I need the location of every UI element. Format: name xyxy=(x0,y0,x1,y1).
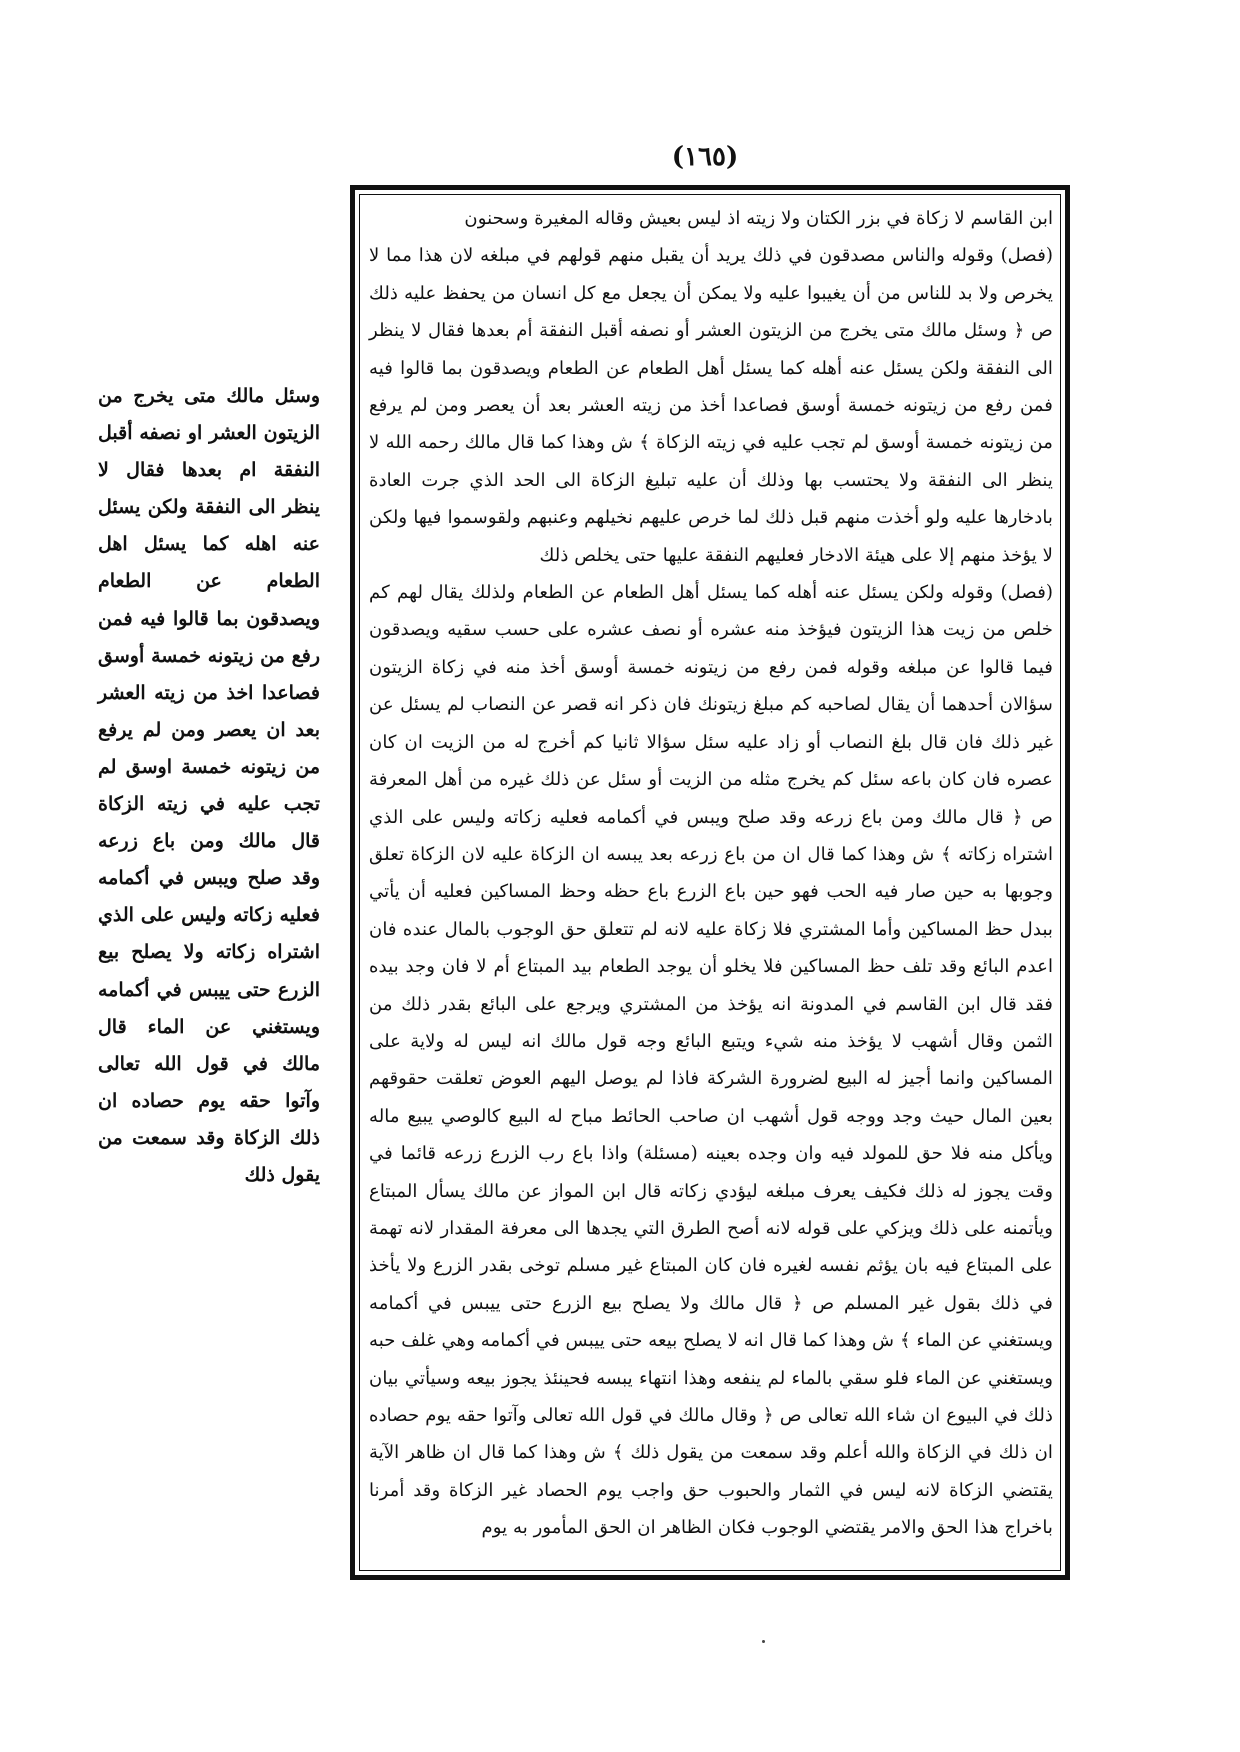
main-paragraph: (فصل) وقوله ولكن يسئل عنه أهله كما يسئل أهل الطعام عن الطعام ولذلك يقال لهم كم خلص من زيت هذا الزيتون فيؤخذ منه عشره أو نصف عشره على حسب سقيه ويصدقون فيما قالوا عن مبلغه وقوله فمن رفع من زيتونه خمسة أوسق أخذ منه في زكاة الزيتون سؤالان أحدهما أن يقال لصاحبه كم مبلغ زيتونك فان ذكر انه قصر عن النصاب لم يسئل عن غير ذلك فان قال بلغ النصاب أو زاد عليه سئل سؤالا ثانيا كم أخرج له من الزيت ان كان عصره فان كان باعه سئل كم يخرج مثله من الزيت أو سئل عن ذلك غيره من أهل المعرفة ص ﴿ قال مالك ومن باع زرعه وقد صلح ويبس في أكمامه فعليه زكاته وليس على الذي اشتراه زكاته ﴾ ش وهذا كما قال ان من باع زرعه بعد يبسه ان الزكاة عليه لان الزكاة تعلق وجوبها به حين صار فيه الحب فهو حين باع الزرع باع حظه وحظ المساكين فعليه أن يأتي ببدل حظ المساكين وأما المشتري فلا زكاة عليه لانه لم تتعلق حق الوجوب بالمال عنده فان اعدم البائع وقد تلف حظ المساكين فلا يخلو أن يوجد الطعام بيد المبتاع أم لا فان وجد بيده فقد قال ابن القاسم في المدونة انه يؤخذ من المشتري ويرجع على البائع بقدر ذلك من الثمن وقال أشهب لا يؤخذ منه شيء ويتبع البائع وجه قول مالك انه ليس له ولاية على المساكين وانما أجيز له البيع لضرورة الشركة فاذا لم يوصل اليهم العوض تعلقت حقوقهم بعين المال حيث وجد ووجه قول أشهب ان صاحب الحائط مباح له البيع كالوصي يبيع ماله ويأكل منه فلا حق للمولد فيه وان وجده بعينه (مسئلة) واذا باع رب الزرع زرعه قائما في وقت يجوز له ذلك فكيف يعرف مبلغه ليؤدي زكاته قال ابن المواز عن مالك يسأل المبتاع ويأتمنه على ذلك ويزكي على قوله لانه أصح الطرق التي يجدها الى معرفة المقدار لانه تهمة على المبتاع فيه بان يؤثم نفسه لغيره فان كان المبتاع غير مسلم توخى بقدر الزرع ولا يأخذ في ذلك بقول غير المسلم ص ﴿ قال مالك ولا يصلح بيع الزرع حتى ييبس في أكمامه ويستغني عن الماء ﴾ ش وهذا كما قال انه لا يصلح بيعه حتى ييبس في أكمامه وهي غلف حبه ويستغني عن الماء فلو سقي بالماء لم ينفعه وهذا انتهاء يبسه فحينئذ يجوز بيعه وسيأتي بيان ذلك في البيوع ان شاء الله تعالى ص ﴿ وقال مالك في قول الله تعالى وآتوا حقه يوم حصاده ان ذلك في الزكاة والله أعلم وقد سمعت من يقول ذلك ﴾ ش وهذا كما قال ان ظاهر الآية يقتضي الزكاة لانه ليس في الثمار والحبوب حق واجب يوم الحصاد غير الزكاة وقد أمرنا باخراج هذا الحق والامر يقتضي الوجوب فكان الظاهر ان الحق المأمور به يوم xyxy=(369,582,1053,1539)
page-number: (١٦٥) xyxy=(671,142,739,172)
margin-text: وسئل مالك متى يخرج من الزيتون العشر او نصفه أقبل النفقة ام بعدها فقال لا ينظر الى النفقة ولكن يسئل عنه اهله كما يسئل اهل الطعام عن الطعام ويصدقون بما قالوا فيه فمن رفع من زيتونه خمسة أوسق فصاعدا اخذ من زيته العشر بعد ان يعصر ومن لم يرفع من زيتونه خمسة اوسق لم تجب عليه في زيته الزكاة قال مالك ومن باع زرعه وقد صلح ويبس في أكمامه فعليه زكاته وليس على الذي اشتراه زكاته ولا يصلح بيع الزرع حتى ييبس في أكمامه ويستغني عن الماء قال مالك في قول الله تعالى وآتوا حقه يوم حصاده ان ذلك الزكاة وقد سمعت من يقول ذلك xyxy=(98,385,320,1186)
main-text xyxy=(369,200,1053,1547)
main-paragraph: (فصل) وقوله والناس مصدقون في ذلك يريد أن يقبل منهم قولهم في مبلغه لان هذا مما لا يخرص ولا بد للناس من أن يغيبوا عليه ولا يمكن أن يجعل مع كل انسان من يحفظ عليه ذلك ص ﴿ وسئل مالك متى يخرج من الزيتون العشر أو نصفه أقبل النفقة أم بعدها فقال لا ينظر الى النفقة ولكن يسئل عنه أهله كما يسئل أهل الطعام عن الطعام ويصدقون بما قالوا فيه فمن رفع من زيتونه خمسة أوسق فصاعدا أخذ من زيته العشر بعد أن يعصر ومن لم يرفع من زيتونه خمسة أوسق لم تجب عليه في زيته الزكاة ﴾ ش وهذا كما قال مالك رحمه الله لا ينظر الى النفقة ولا يحتسب بها وذلك أن عليه تبليغ الزكاة الى الحد الذي جرت العادة بادخارها عليه ولو أخذت منهم قبل ذلك لما خرص عليهم نخيلهم وعنبهم ولقوسموا فيها ولكن لا يؤخذ منهم إلا على هيئة الادخار فعليهم النفقة عليها حتى يخلص ذلك xyxy=(369,245,1053,566)
main-paragraph: ابن القاسم لا زكاة في بزر الكتان ولا زيته اذ ليس بعيش وقاله المغيرة وسحنون xyxy=(464,208,1053,229)
page-speck xyxy=(762,1640,765,1643)
main-text-frame xyxy=(350,185,1070,1580)
